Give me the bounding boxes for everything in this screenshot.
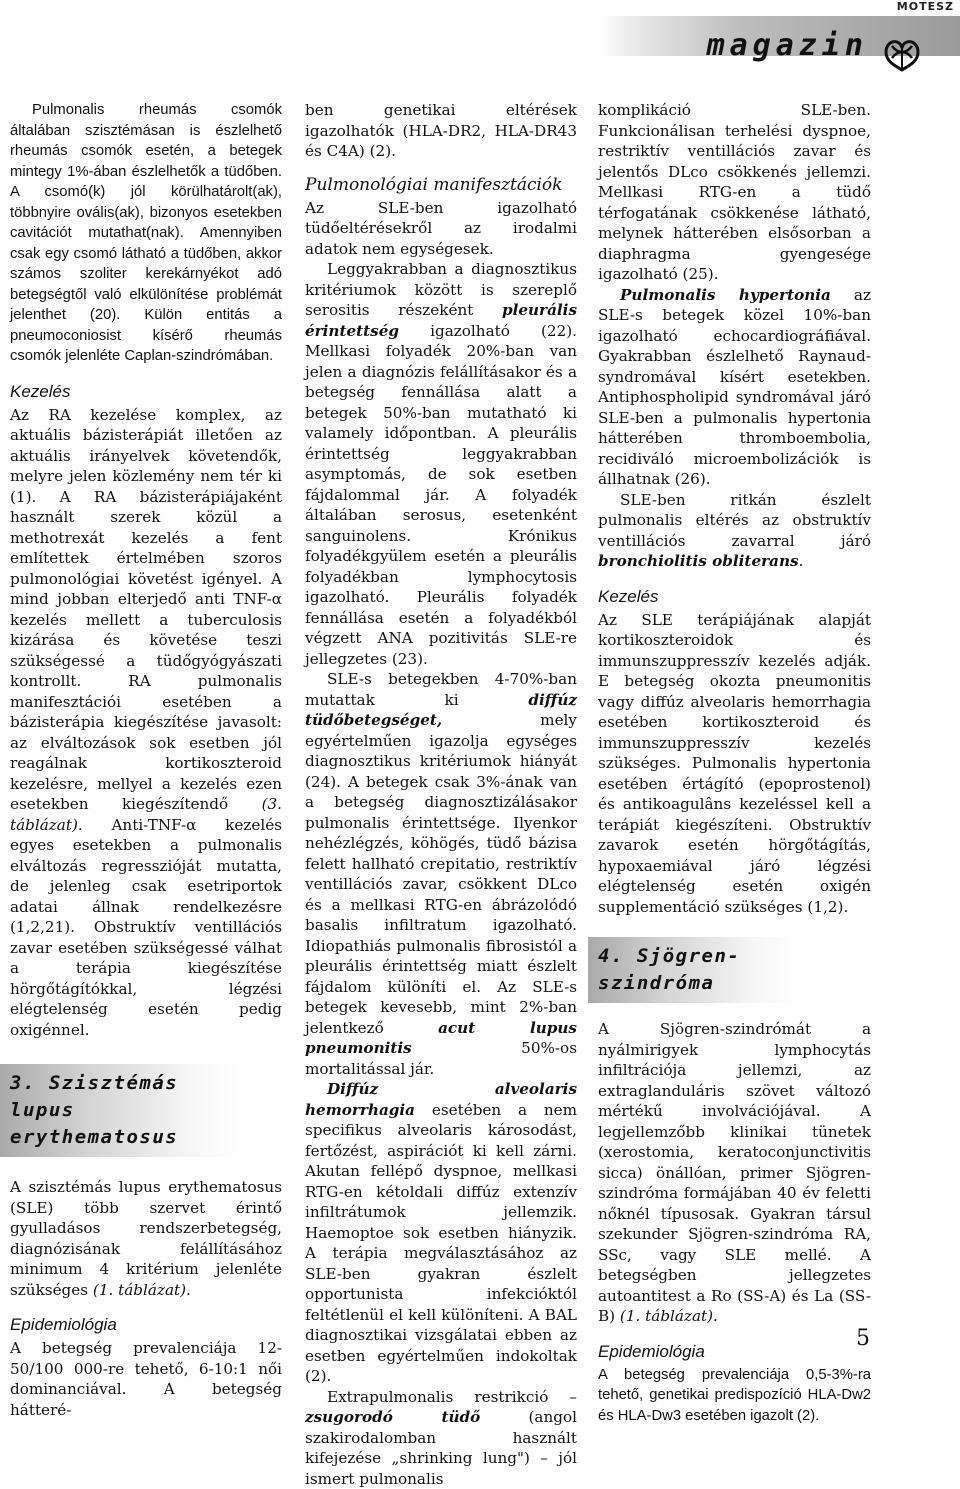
subheading-kezeles: Kezelés — [598, 586, 871, 608]
column-3 — [598, 100, 871, 1426]
section-heading-4: 4. Sjögren-szindróma — [588, 937, 798, 1003]
header-bar — [598, 16, 960, 56]
section-heading-3: 3. Szisztémás lupus erythematosus — [0, 1064, 240, 1157]
subheading-epidemiologia: Epidemiológia — [10, 1314, 282, 1336]
paragraph: Extrapulmonalis restrikció – zsugorodó tüdő (angol szakirodalomban használt kifejezése „shrinking lung") – jól ismert pulmonalis — [305, 1387, 577, 1489]
column-1 — [10, 100, 282, 1420]
magazine-title: magazin — [707, 28, 868, 63]
knot-logo-icon — [878, 32, 926, 72]
paragraph: A Sjögren-szindrómát a nyálmirigyek lymphocytás infiltrációja jellemzi, az extraglanduláris szövet változó mértékű involvációjával. A legjellemzőbb klinikai tünetek (xerostomia, keratoconjunctivitis sicca) önállóan, primer Sjögren-szindróma formájában 40 év feletti nőknél típusosak. Gyakran társul szekunder Sjögren-szindróma RA, SSc, vagy SLE mellé. A betegségben jellegzetes autoantitest a Ro (SS-A) és La (SS-B) (1. táblázat). — [598, 1019, 871, 1327]
paragraph: Az SLE-ben igazolható tüdőeltérésekről az irodalmi adatok nem egységesek. — [305, 198, 577, 260]
paragraph: Leggyakrabban a diagnosztikus kritériumok között is szereplő serositis részeként pleurális érintettség igazolható (22). Mellkasi folyadék 20%-ban van jelen a diagnózis felállításakor és a betegség fennállása alatt a betegek 50%-ban mutatható ki valamely időpontban. A pleurális érintettség leggyakrabban asymptomás, de sok esetben fájdalommal jár. A folyadék általában serosus, esetenként sanguinolens. Krónikus folyadékgyülem esetén a pleurális folyadékban lymphocytosis igazolható. Pleurális folyadék fennállása esetén a folyadékból végzett ANA pozitivitás SLE-re jellegzetes (23). — [305, 259, 577, 669]
subheading-kezeles: Kezelés — [10, 381, 282, 403]
paragraph: A betegség prevalenciája 12-50/100 000-re tehető, 6-10:1 női dominanciával. A betegség hátteré- — [10, 1338, 282, 1420]
paragraph: Az RA kezelése komplex, az aktuális bázisterápiát illetően az aktuális irányelvek követendők, melyre jelen közlemény nem tér ki (1). A RA bázisterápiájaként használt szerek közül a methotrexát kezelés a fent említettek értelmében szoros pulmonológiai követést igényel. A mind jobban elterjedő anti TNF-α kezelés mellett a tuberculosis kizárása és követése teszi szükségessé a tüdőgyógyászati kontrollt. RA pulmonalis manifesztációi esetében a bázisterápia kiegészítése javasolt: az elváltozások sok esetben jól reagálnak kortikoszteroid kezelésre, mellyel a kezelés ezen esetekben kiegészítendő (3. táblázat). Anti-TNF-α kezelés egyes esetekben a pulmonalis elváltozás regresszióját mutatta, de jelenleg csak esetriportok adatai állnak rendelkezésre (1,2,21). Obstruktív ventillációs zavar esetében szükségessé válhat a terápia kiegészítése hörgőtágítókkal, légzési elégtelenség esetén pedig oxigénnel. — [10, 405, 282, 1041]
paragraph: Diffúz alveolaris hemorrhagia esetében a nem specifikus alveolaris károsodást, fertőzést, aspirációt ki kell zárni. Akutan fellépő dyspnoe, mellkasi RTG-en kétoldali diffúz extenzív infiltrátumok jellemzik. Haemoptoe sok esetben hiányzik. A terápia megválasztásához az SLE-ben gyakran észlelt opportunista infekcióktól feltétlenül el kell különíteni. A BAL diagnosztikai vizsgálatai ebben az esetben egyértelműen indokoltak (2). — [305, 1079, 577, 1387]
paragraph: Pulmonalis hypertonia az SLE-s betegek közel 10%-ban igazolható echocardiográfiával. Gyakrabban észlelhető Raynaud-syndromával kísért esetekben. Antiphospholipid syndromával járó SLE-ben a pulmonalis hypertonia hátterében thromboembolia, recidiváló microembolizációk is állhatnak (26). — [598, 285, 871, 490]
paragraph: ben genetikai eltérések igazolhatók (HLA-DR2, HLA-DR43 és C4A) (2). — [305, 100, 577, 162]
page-number: 5 — [856, 1326, 870, 1351]
paragraph: A betegség prevalenciája 0,5-3%-ra tehető, genetikai predispozíció HLA-Dw2 és HLA-Dw3 esetében igazolt (2). — [598, 1365, 871, 1427]
column-2 — [305, 100, 577, 1489]
paragraph: SLE-s betegekben 4-70%-ban mutattak ki diffúz tüdőbetegséget, mely egyértelműen igazolja egységes diagnosztikus kritériumok hiányát (24). A betegek csak 3%-ának van a betegség diagnosztizálásakor pulmonalis érintettsége. Ilyenkor nehézlégzés, köhögés, tüdő bázisa felett hallható crepitatio, restriktív ventillációs zavar, csökkent DLco és a mellkasi RTG-en ábrázolódó basalis infiltratum igazolható. Idiopathiás pulmonalis fibrosistól a pleurális érintettség miatt észlelt fájdalom különíti el. Az SLE-s betegek kevesebb, mint 2%-ban jelentkező acut lupus pneumonitis 50%-os mortalitással jár. — [305, 669, 577, 1079]
paragraph: Az SLE terápiájának alapját kortikoszteroidok és immunszuppresszív kezelés adják. E betegség okozta pneumonitis vagy diffúz alveolaris hemorrhagia esetében kortikoszteroid és immunszuppresszív kezelés szükséges. Pulmonalis hypertonia esetében értágító (epoprostenol) és antikoagulâns kezeléssel kell a terápiát kiegészíteni. Obstruktív zavarok esetén hörgőtágítás, hypoxaemiával járó légzési elégtelenség esetén oxigén supplementáció szükséges (1,2). — [598, 610, 871, 918]
brand-label: MOTESZ — [897, 0, 954, 13]
paragraph: SLE-ben ritkán észlelt pulmonalis eltérés az obstruktív ventillációs zavarral járó bronchiolitis obliterans. — [598, 490, 871, 572]
subheading-epidemiologia: Epidemiológia — [598, 1341, 871, 1363]
paragraph: Pulmonalis rheumás csomók általában szisztémásan is észlelhető rheumás csomók esetén, a betegek mintegy 1%-ában észlelhetők a tüdőben. A csomó(k) jól körülhatárolt(ak), többnyire ovális(ak), bizonyos esetekben cavitációt mutathat(nak). Amennyiben csak egy csomó látható a tüdőben, akkor számos szoliter kerekárnyékot adó betegségtől való elkülönítése problémát jelenthet (20). Külön entitás a pneumoconiosist kísérő rheumás csomók jelenléte Caplan-szindrómában. — [10, 100, 282, 367]
subheading-pulmonologiai: Pulmonológiai manifesztációk — [305, 174, 577, 196]
paragraph: komplikáció SLE-ben. Funkcionálisan terhelési dyspnoe, restriktív ventillációs zavar és jelentős DLco csökkenés jellemzi. Mellkasi RTG-en a tüdő térfogatának csökkenése látható, melynek hátterében elsősorban a diaphragma gyengesége igazolható (25). — [598, 100, 871, 285]
paragraph: A szisztémás lupus erythematosus (SLE) több szervet érintő gyulladásos rendszerbetegség, diagnózisának felállításához minimum 4 kritérium jelenléte szükséges (1. táblázat). — [10, 1177, 282, 1300]
